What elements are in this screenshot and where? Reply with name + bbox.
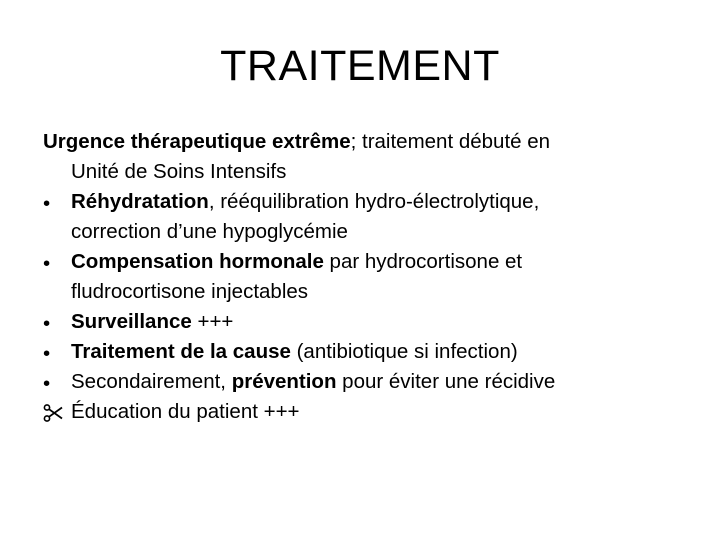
bullet-bold: Traitement de la cause	[71, 340, 291, 363]
intro-bold: Urgence thérapeutique extrême	[43, 130, 351, 153]
bullet-rest: (antibiotique si infection)	[290, 340, 518, 363]
slide-title: TRAITEMENT	[220, 42, 500, 90]
intro-line-1	[43, 127, 703, 157]
bullet-marker: •	[43, 312, 51, 335]
bullet-rest: , rééquilibration hydro-électrolytique,	[208, 190, 540, 213]
bullet-item-rehydratation	[43, 187, 703, 247]
bullet-bold: prévention	[231, 370, 337, 393]
education-item	[43, 397, 703, 427]
bullet-rest: par hydrocortisone et	[323, 250, 523, 273]
bullet-line-1	[71, 307, 703, 337]
bullet-line-1	[71, 367, 703, 397]
bullet-marker: •	[43, 192, 51, 215]
bullet-item-compensation	[43, 247, 703, 307]
bullet-bold: Réhydratation	[71, 190, 209, 213]
bullet-item-surveillance	[43, 307, 703, 337]
bullet-bold: Surveillance	[71, 310, 192, 333]
education-text: Éducation du patient +++	[71, 400, 300, 423]
bullet-item-traitement-cause	[43, 337, 703, 367]
bullet-marker: •	[43, 252, 51, 275]
bullet-line-1	[71, 247, 703, 277]
scissors-icon	[43, 397, 63, 431]
bullet-bold: Compensation hormonale	[71, 250, 324, 273]
bullet-line-1	[71, 337, 703, 367]
bullet-item-prevention	[43, 367, 703, 397]
bullet-line-2: fludrocortisone injectables	[71, 280, 309, 303]
bullet-rest: pour éviter une récidive	[336, 370, 556, 393]
bullet-pre: Secondairement,	[71, 370, 232, 393]
bullet-line-2: correction d’une hypoglycémie	[71, 220, 348, 243]
intro-rest: ; traitement débuté en	[350, 130, 551, 153]
bullet-rest: +++	[191, 310, 234, 333]
bullet-marker: •	[43, 342, 51, 365]
bullet-marker: •	[43, 372, 51, 395]
intro-line-2: Unité de Soins Intensifs	[71, 160, 287, 183]
bullet-line-1	[71, 187, 703, 217]
slide-content	[43, 127, 703, 427]
intro-paragraph	[43, 127, 703, 187]
